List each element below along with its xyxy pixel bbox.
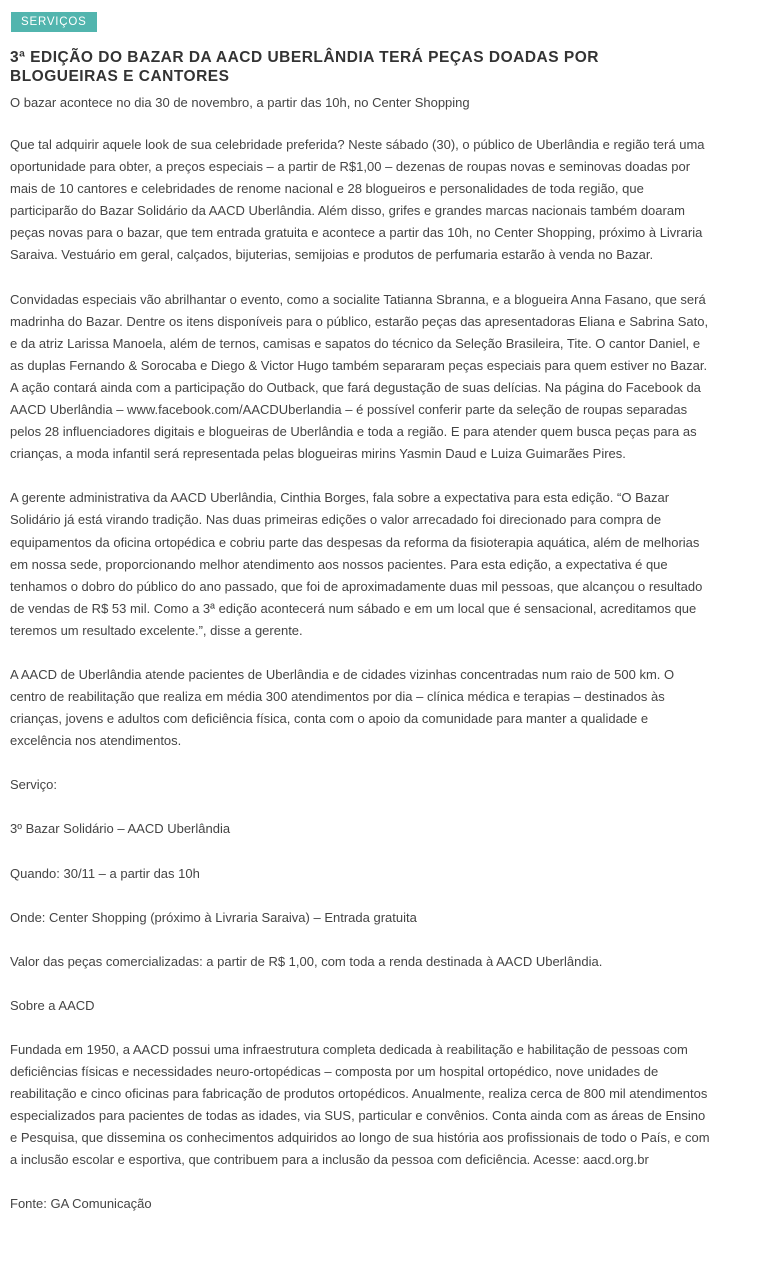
about-heading: Sobre a AACD [10,997,95,1013]
article-title: 3ª EDIÇÃO DO BAZAR DA AACD UBERLÂNDIA TERÁ PEÇAS DOADAS POR BLOGUEIRAS E CANTORES [10,49,599,85]
service-prices: Valor das peças comercializadas: a partir de R$ 1,00, com toda a renda destinada à AACD Uberlândia. [10,953,603,969]
service-when: Quando: 30/11 – a partir das 10h [10,865,200,881]
article [10,12,710,1216]
body-paragraph-quote: A gerente administrativa da AACD Uberlândia, Cinthia Borges, fala sobre a expectativa para esta edição. “O Bazar Solidário já está virando tradição. Nas duas primeiras edições o valor arrecadado foi direcionado para compra de equipamentos da oficina ortopédica e cobriu parte das despesas da reforma da fisioterapia aquática, além de melhorias em nossa sede, proporcionando melhor atendimento aos nossos pacientes. Para esta edição, a expectativa é que tenhamos o dobro do público do ano passado, que foi de aproximadamente duas mil pessoas, que alcançou o resultado de vendas de R$ 53 mil. Como a 3ª edição acontecerá num sábado e em um local que é sensacional, acreditamos que teremos um resultado excelente.”, disse a gerente. [10,490,703,638]
service-where: Onde: Center Shopping (próximo à Livraria Saraiva) – Entrada gratuita [10,909,417,925]
about-paragraph: Fundada em 1950, a AACD possui uma infraestrutura completa dedicada à reabilitação e habilitação de pessoas com deficiências físicas e necessidades neuro-ortopédicas – composta por um hospital ortopédico, nove unidades de reabilitação e cinco oficinas para fabricação de produtos ortopédicos. Anualmente, realiza cerca de 800 mil atendimentos especializados para pacientes de todas as idades, via SUS, particular e convênios. Conta ainda com as áreas de Ensino e Pesquisa, que dissemina os conhecimentos adquiridos ao longo de sua história aos profissionais de todo o País, e com a inclusão escolar e esportiva, que contribuem para a inclusão da pessoa com deficiência. Acesse: aacd.org.br [10,1041,710,1168]
service-heading: Serviço: [10,777,57,793]
article-subtitle: O bazar acontece no dia 30 de novembro, a partir das 10h, no Center Shopping [10,95,470,110]
article-body [10,134,710,1216]
service-event-name: 3º Bazar Solidário – AACD Uberlândia [10,821,231,837]
body-paragraph-about-center: A AACD de Uberlândia atende pacientes de Uberlândia e de cidades vizinhas concentradas num raio de 500 km. O centro de reabilitação que realiza em média 300 atendimentos por dia – clínica médica e terapias – destinados às crianças, jovens e adultos com deficiência física, conta com o apoio da comunidade para manter a qualidade e excelência nos atendimentos. [10,666,675,749]
body-paragraph-intro: Que tal adquirir aquele look de sua celebridade preferida? Neste sábado (30), o público de Uberlândia e região terá uma oportunidade para obter, a preços especiais – a partir de R$1,00 – dezenas de roupas novas e seminovas doadas por mais de 10 cantores e celebridades de renome nacional e 28 blogueiros e personalidades de toda região, que participarão do Bazar Solidário da AACD Uberlândia. Além disso, grifes e grandes marcas nacionais também doaram peças novas para o bazar, que tem entrada gratuita e acontece a partir das 10h, no Center Shopping, próximo à Livraria Saraiva. Vestuário em geral, calçados, bijuterias, semijoias e produtos de perfumaria estarão à venda no Bazar. [10,137,705,263]
body-paragraph-guests: Convidadas especiais vão abrilhantar o evento, como a socialite Tatianna Sbranna, e a blogueira Anna Fasano, que será madrinha do Bazar. Dentre os itens disponíveis para o público, estarão peças das apresentadoras Eliana e Sabrina Sato, e da atriz Larissa Manoela, além de ternos, camisas e sapatos do técnico da Seleção Brasileira, Tite. O cantor Daniel, e as duplas Fernando & Sorocaba e Diego & Victor Hugo também separaram peças especiais para quem estiver no Bazar. A ação contará ainda com a participação do Outback, que fará degustação de suas delícias. Na página do Facebook da AACD Uberlândia – www.facebook.com/AACDUberlandia – é possível conferir parte da seleção de roupas separadas pelos 28 influenciadores digitais e blogueiras de Uberlândia e toda a região. E para atender quem busca peças para as crianças, a moda infantil será representada pelas blogueiras mirins Yasmin Daud e Luiza Guimarães Pires. [10,291,709,462]
category-tag[interactable]: SERVIÇOS [11,12,97,32]
source-credit: Fonte: GA Comunicação [10,1196,152,1212]
